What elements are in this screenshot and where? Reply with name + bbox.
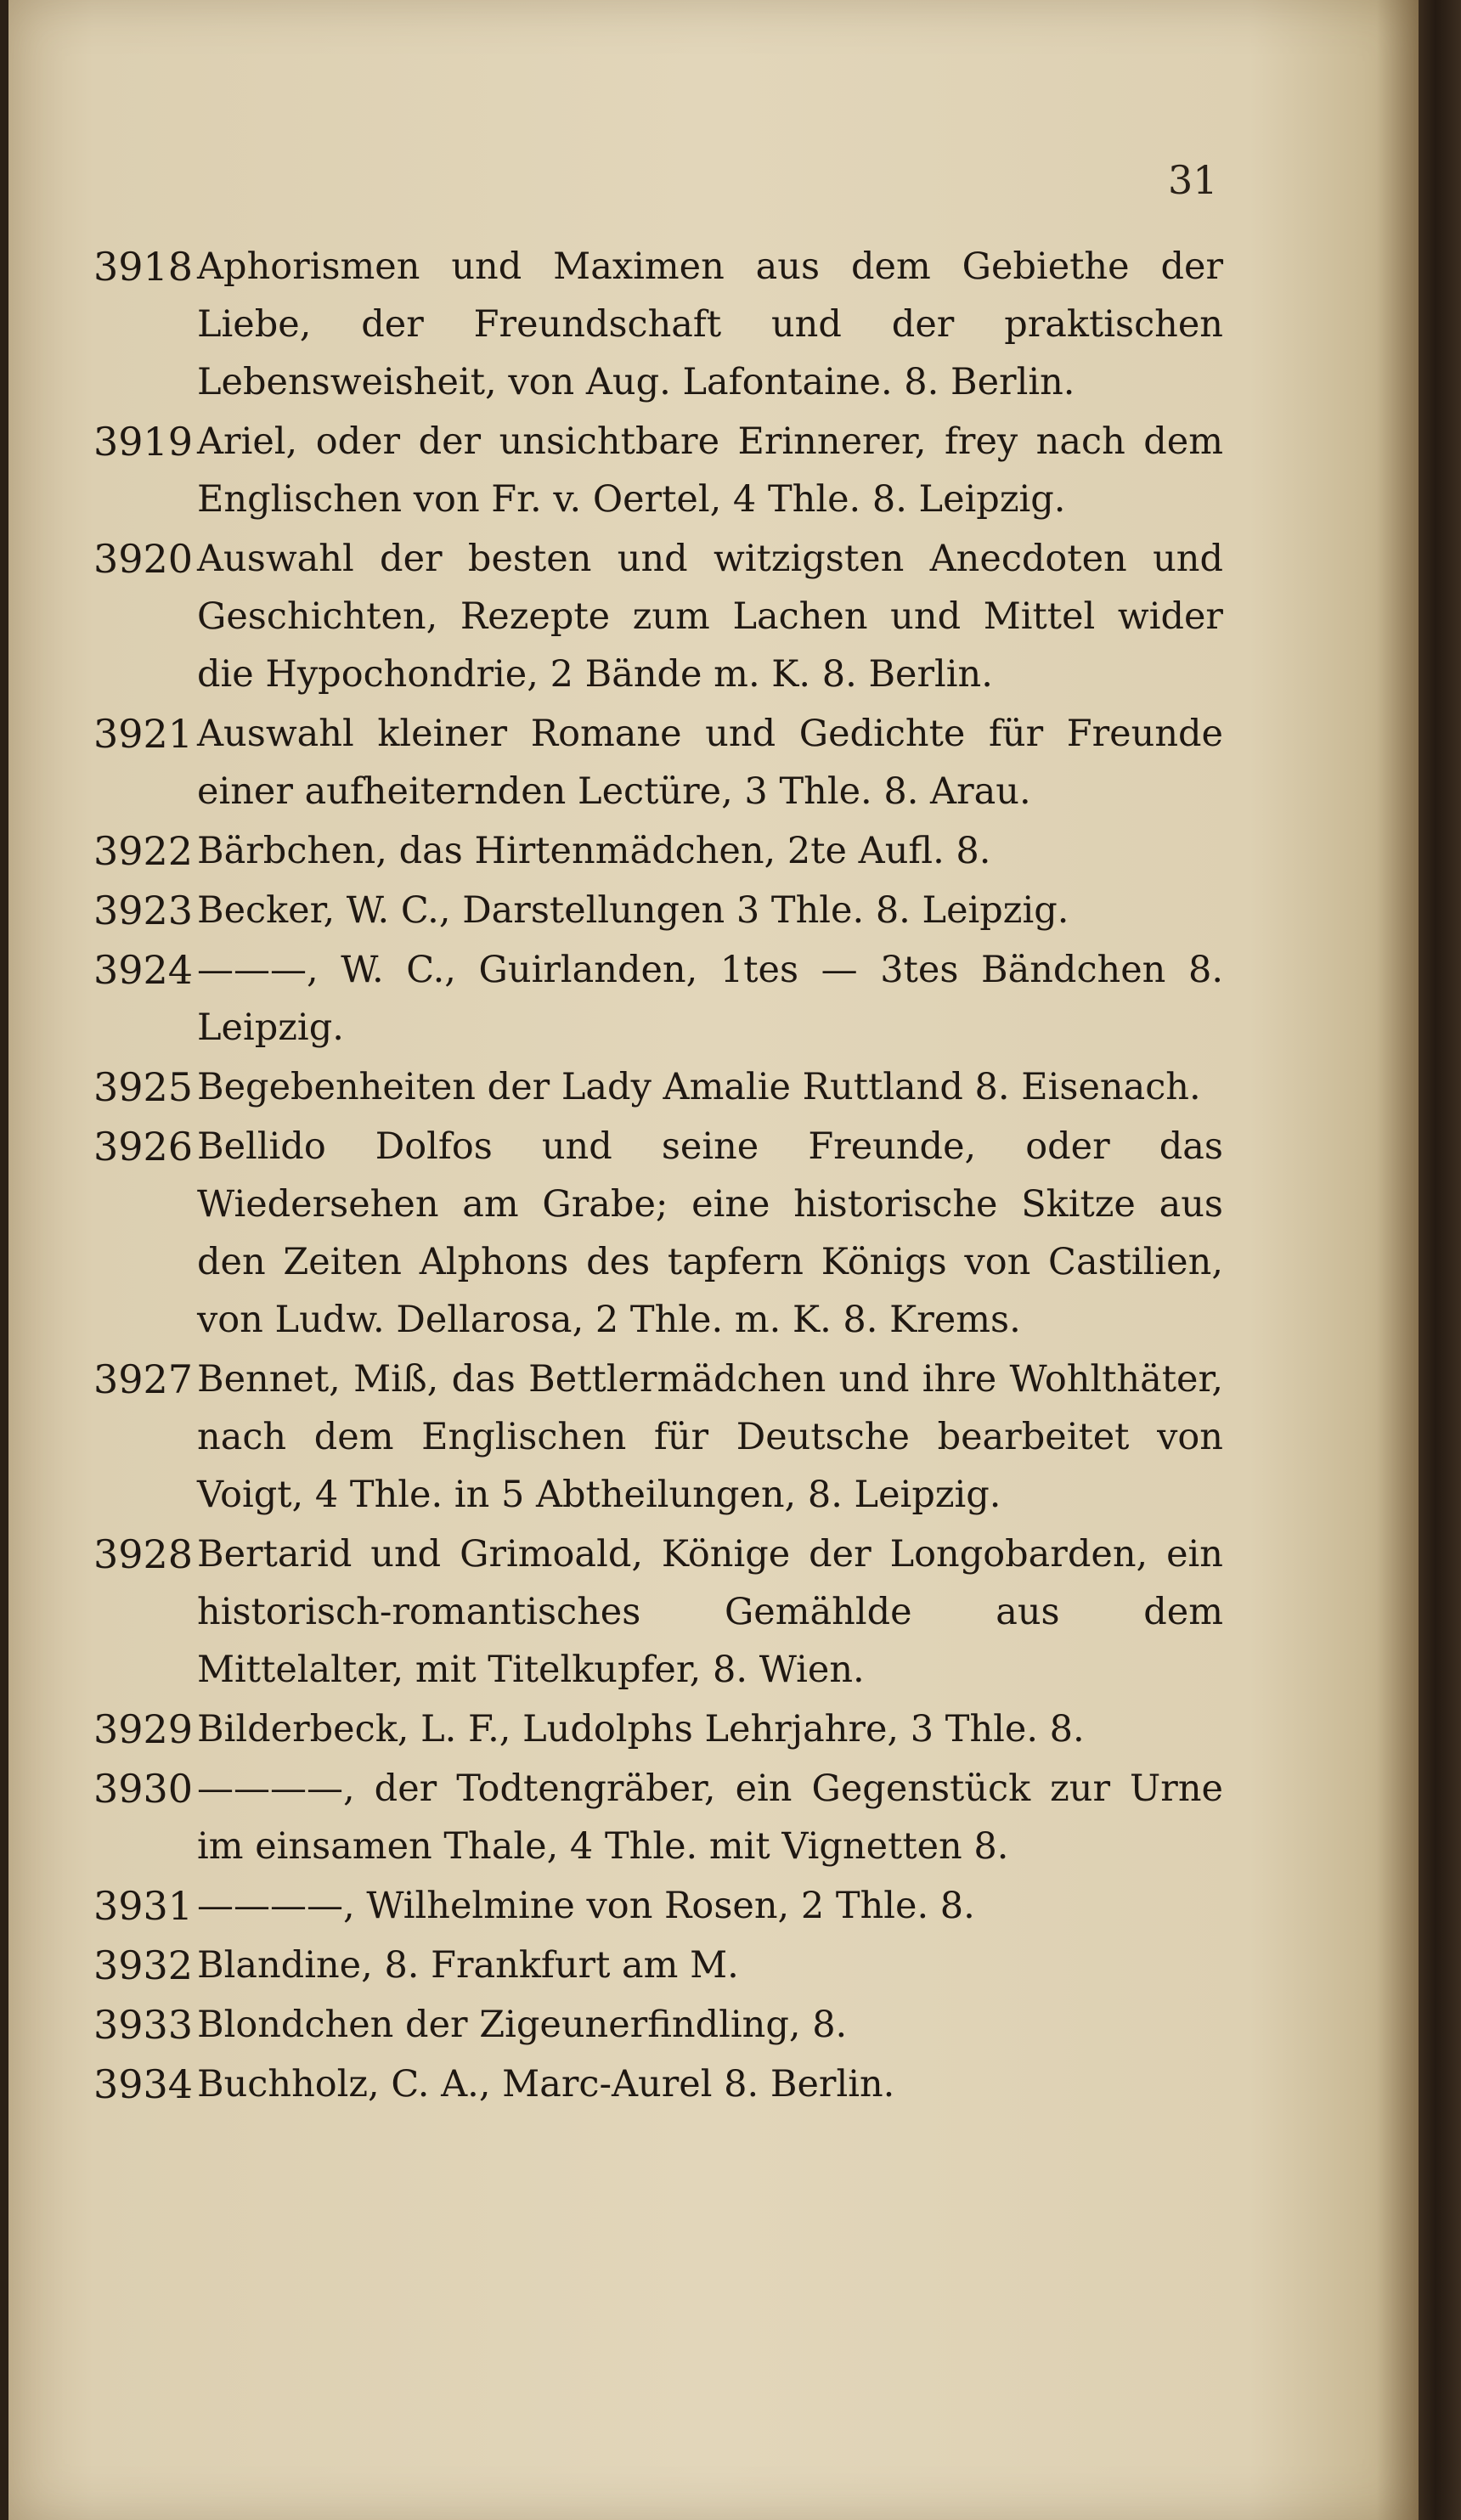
entry-text: Bellido Dolfos und seine Freunde, oder das Wiedersehen am Grabe; eine historische Skitze aus den Zeiten Alphons des tapfern Königs von Castilien, von Ludw. Dellarosa, 2 Thle. m. K. 8. Krems. [197, 1125, 1223, 1341]
catalog-entry-list [93, 238, 1223, 2115]
catalog-entry [93, 1525, 1223, 1699]
entry-number: 3930 [93, 1766, 194, 1812]
entry-text: Bertarid und Grimoald, Könige der Longobarden, ein historisch-romantisches Gemählde aus dem Mittelalter, mit Titelkupfer, 8. Wien. [197, 1533, 1223, 1691]
page-number: 31 [1168, 157, 1218, 203]
entry-number: 3919 [93, 419, 194, 465]
catalog-entry [93, 2055, 1223, 2113]
entry-text: Bilderbeck, L. F., Ludolphs Lehrjahre, 3 Thle. 8. [197, 1708, 1085, 1750]
catalog-entry [93, 1937, 1223, 1994]
catalog-entry [93, 530, 1223, 703]
catalog-entry [93, 705, 1223, 820]
catalog-entry [93, 1877, 1223, 1935]
entry-text: Bennet, Miß, das Bettlermädchen und ihre Wohlthäter, nach dem Englischen für Deutsche bearbeitet von Voigt, 4 Thle. in 5 Abtheilungen, 8. Leipzig. [197, 1358, 1223, 1516]
entry-number: 3918 [93, 244, 194, 290]
entry-number: 3929 [93, 1706, 194, 1752]
catalog-entry [93, 822, 1223, 880]
entry-text: Aphorismen und Maximen aus dem Gebiethe der Liebe, der Freundschaft und der praktischen Lebensweisheit, von Aug. Lafontaine. 8. Berlin. [197, 245, 1223, 403]
book-page [8, 0, 1419, 2520]
entry-text: Auswahl kleiner Romane und Gedichte für Freunde einer aufheiternden Lectüre, 3 Thle. 8. Arau. [197, 713, 1223, 813]
entry-text: Ariel, oder der unsichtbare Erinnerer, frey nach dem Englischen von Fr. v. Oertel, 4 Thle. 8. Leipzig. [197, 420, 1223, 521]
catalog-entry [93, 882, 1223, 939]
catalog-entry [93, 1760, 1223, 1875]
entry-number: 3927 [93, 1356, 194, 1402]
catalog-entry [93, 941, 1223, 1057]
entry-text: Auswahl der besten und witzigsten Anecdoten und Geschichten, Rezepte zum Lachen und Mittel wider die Hypochondrie, 2 Bände m. K. 8. Berlin. [197, 538, 1223, 696]
catalog-entry [93, 1700, 1223, 1758]
entry-text: Begebenheiten der Lady Amalie Ruttland 8. Eisenach. [197, 1066, 1201, 1108]
entry-number: 3933 [93, 2002, 194, 2048]
entry-number: 3925 [93, 1064, 194, 1110]
entry-number: 3921 [93, 711, 194, 757]
entry-number: 3923 [93, 888, 194, 933]
entry-number: 3924 [93, 947, 194, 993]
catalog-entry [93, 1996, 1223, 2054]
entry-number: 3931 [93, 1883, 194, 1929]
entry-number: 3926 [93, 1124, 194, 1170]
entry-number: 3922 [93, 828, 194, 874]
catalog-entry [93, 413, 1223, 528]
entry-text: Blandine, 8. Frankfurt am M. [197, 1944, 739, 1987]
catalog-entry [93, 1350, 1223, 1524]
entry-text: ————, der Todtengräber, ein Gegenstück zur Urne im einsamen Thale, 4 Thle. mit Vignetten 8. [197, 1767, 1223, 1868]
entry-text: ————, Wilhelmine von Rosen, 2 Thle. 8. [197, 1885, 975, 1927]
entry-text: Blondchen der Zigeunerfindling, 8. [197, 2004, 848, 2046]
entry-number: 3932 [93, 1942, 194, 1988]
catalog-entry [93, 1118, 1223, 1349]
entry-number: 3920 [93, 536, 194, 582]
catalog-entry [93, 238, 1223, 411]
entry-text: Buchholz, C. A., Marc-Aurel 8. Berlin. [197, 2063, 895, 2106]
entry-number: 3934 [93, 2061, 194, 2107]
entry-text: Bärbchen, das Hirtenmädchen, 2te Aufl. 8. [197, 830, 991, 872]
catalog-entry [93, 1058, 1223, 1116]
entry-number: 3928 [93, 1531, 194, 1577]
entry-text: ———, W. C., Guirlanden, 1tes — 3tes Bändchen 8. Leipzig. [197, 949, 1223, 1049]
entry-text: Becker, W. C., Darstellungen 3 Thle. 8. Leipzig. [197, 889, 1069, 932]
book-spine-edge [1419, 0, 1461, 2520]
